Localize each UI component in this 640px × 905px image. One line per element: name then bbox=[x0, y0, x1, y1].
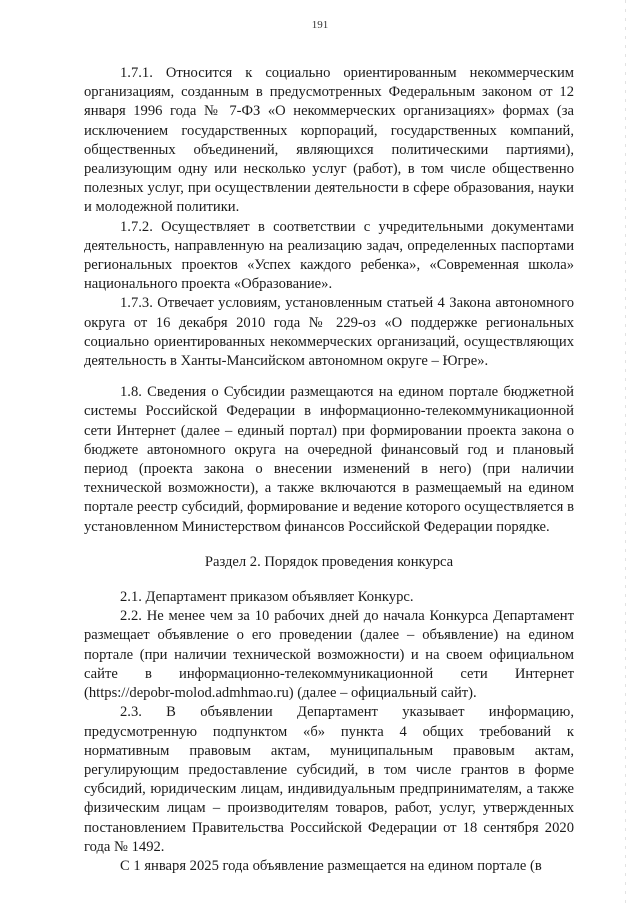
paragraph-1-7-2: 1.7.2. Осуществляет в соответствии с учредительными документами деятельность, направленную на реализацию задач, определенных паспортами региональных проектов «Успех каждого ребенка», «Современная школа» национального проекта «Образование». bbox=[84, 218, 574, 293]
paragraph-gap bbox=[84, 371, 574, 383]
paragraph-2025: С 1 января 2025 года объявление размещается на едином портале (в bbox=[120, 857, 542, 874]
page-number: 191 bbox=[311, 19, 329, 31]
scan-edge-artifact bbox=[625, 0, 626, 905]
section-heading: Раздел 2. Порядок проведения конкурса bbox=[204, 553, 454, 570]
paragraph-2-2: 2.2. Не менее чем за 10 рабочих дней до начала Конкурса Департамент размещает объявление о его проведении (далее – объявление) на едином портале (при наличии технической возможности) и на своем официальном сайте в информационно-телекоммуникационной сети Интернет (https://depobr-molod.admhmao.ru) (далее – официальный сайт). bbox=[84, 608, 574, 702]
paragraph-2-3: 2.3. В объявлении Департамент указывает информацию, предусмотренную подпунктом «б» пункта 4 общих требований к нормативным правовым актам, муниципальным правовым актам, регулирующим предоставление субсидий, в том числе грантов в форме субсидий, юридическим лицам, индивидуальным предпринимателям, а также физическим лицам – производителям товаров, работ, услуг, утвержденных постановлением Правительства Российской Федерации от 18 сентября 2020 года № 1492. bbox=[84, 704, 574, 855]
paragraph-2-1: 2.1. Департамент приказом объявляет Конкурс. bbox=[120, 589, 414, 606]
paragraph-1-7-3: 1.7.3. Отвечает условиям, установленным статьей 4 Закона автономного округа от 16 декабря 2010 года № 229-оз «О поддержке региональных социально ориентированных некоммерческих организаций, осуществляющих деятельность в Ханты-Мансийском автономном округе – Югре». bbox=[84, 295, 574, 370]
paragraph-1-8: 1.8. Сведения о Субсидии размещаются на едином портале бюджетной системы Российской Федерации в информационно-телекоммуникационной сети Интернет (далее – единый портал) при формировании проекта закона о бюджете автономного округа на очередной финансовый год и плановый период (проекта закона о внесении изменений в него) (при наличии технической возможности), а также включаются в размещаемый на едином портале реестр субсидий, формирование и ведение которого осуществляется в установленном Министерством финансов Российской Федерации порядке. bbox=[84, 384, 574, 535]
document-body bbox=[84, 64, 574, 876]
paragraph-1-7-1: 1.7.1. Относится к социально ориентированным некоммерческим организациям, созданным в предусмотренных Федеральным законом от 12 января 1996 года № 7-ФЗ «О некоммерческих организациях» формах (за исключением государственных корпораций, государственных компаний, общественных объединений, являющихся политическими партиями), реализующим одну или несколько услуг (работ), в том числе общественно полезных услуг, при осуществлении деятельности в сфере образования, науки и молодежной политики. bbox=[84, 65, 574, 216]
